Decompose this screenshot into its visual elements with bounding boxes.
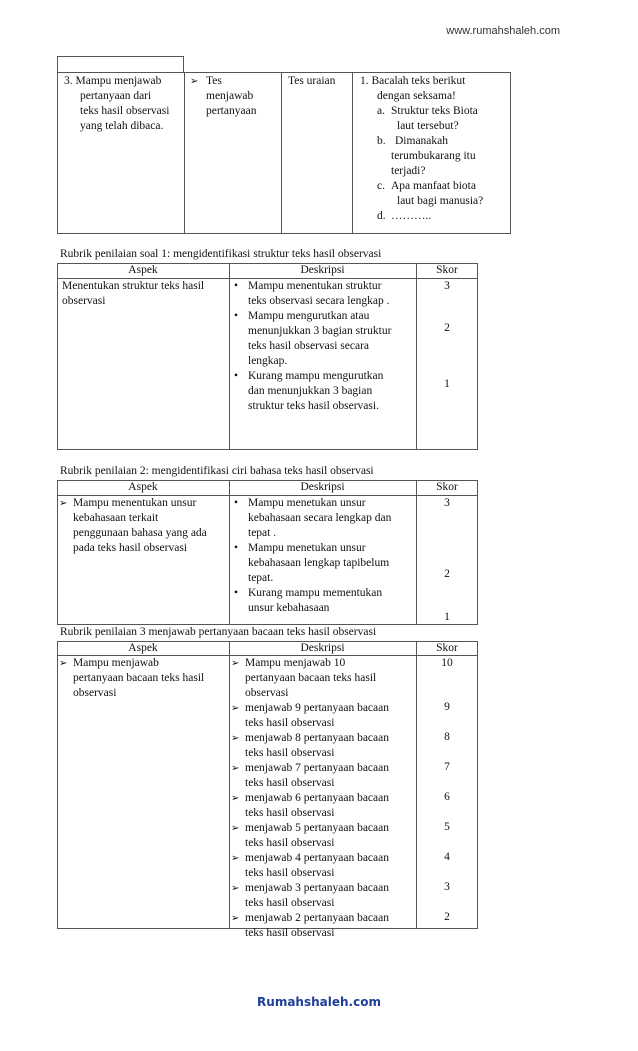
list-item: • Mampu menentukan struktur teks observasi secara lengkap . [232,279,414,309]
header-url: www.rumahshaleh.com [446,25,560,37]
rubric1-caption: Rubrik penilaian soal 1: mengidentifikasi struktur teks hasil observasi [60,248,382,260]
aspek-line: Menentukan struktur teks hasil [62,280,205,292]
sub-item-line: Dimanakah [395,135,449,147]
sub-item [360,179,510,209]
sub-item-label: c. [377,180,385,192]
sub-item-line: laut bagi manusia? [397,195,484,207]
rubric1-score: 1 [444,378,450,390]
indicator-line: 3. Mampu menjawab [64,75,162,87]
technique-cell [190,74,280,119]
sub-item [360,209,510,224]
rubric1-score: 3 [444,280,450,292]
list-item: ➢ Mampu menjawab pertanyaan bacaan teks hasil observasi [59,656,227,701]
rubric2-aspek [59,496,227,556]
rubric1-header-aspek: Aspek [128,264,158,276]
indicator-line: teks hasil observasi [80,105,170,117]
list-item: • Kurang mampu mementukan unsur kebahasaan [232,586,414,616]
rubric2-deskripsi [232,496,414,616]
rubric3-header-deskripsi: Deskripsi [300,642,345,654]
rubric2-header-aspek: Aspek [128,481,158,493]
rubric3-header-skor: Skor [436,642,458,654]
rubric3-score: 8 [444,731,450,743]
list-item: ➢ Mampu menentukan unsur kebahasaan terkait penggunaan bahasa yang ada pada teks hasil observasi [59,496,227,556]
item-line: dengan seksama! [377,90,456,102]
rubric3-score: 10 [441,657,453,669]
list-item: • Mampu menetukan unsur kebahasaan lengkap tapibelum tepat. [232,541,414,586]
rubric3-score: 4 [444,851,450,863]
rubric3-score: 9 [444,701,450,713]
technique-line: menjawab [206,90,254,102]
indicator-line: pertanyaan dari [80,90,152,102]
footer-link[interactable]: Rumahshaleh.com [257,995,381,1009]
sub-item-line: Struktur teks Biota [391,105,478,117]
rubric2-header-skor: Skor [436,481,458,493]
rubric3-score: 7 [444,761,450,773]
sub-item [360,104,510,134]
rubric2-score: 3 [444,497,450,509]
sub-item-line: Apa manfaat biota [391,180,476,192]
rubric3-deskripsi [231,656,415,941]
list-item: ➢ menjawab 3 pertanyaan bacaan teks hasil observasi [231,881,415,911]
indicator-line: yang telah dibaca. [80,120,164,132]
list-item: ➢ menjawab 7 pertanyaan bacaan teks hasil observasi [231,761,415,791]
sub-item-label: b. [377,135,386,147]
list-item: ➢ menjawab 9 pertanyaan bacaan teks hasil observasi [231,701,415,731]
rubric1-aspek [62,279,228,309]
list-item: ➢ menjawab 8 pertanyaan bacaan teks hasil observasi [231,731,415,761]
technique-item [190,74,280,119]
rubric2-score: 1 [444,611,450,623]
list-item: ➢ menjawab 5 pertanyaan bacaan teks hasil observasi [231,821,415,851]
list-item: • Mampu mengurutkan atau menunjukkan 3 bagian struktur teks hasil observasi secara lengkap. [232,309,414,369]
sub-item-line: ……….. [391,210,432,222]
sub-item-line: terjadi? [391,165,426,177]
sub-item-line: terumbukarang itu [391,150,476,162]
rubric2-header-deskripsi: Deskripsi [300,481,345,493]
rubric1-header-deskripsi: Deskripsi [300,264,345,276]
technique-line: pertanyaan [206,105,257,117]
item-line: 1. Bacalah teks berikut [360,75,466,87]
sub-item [360,134,510,179]
sub-item-line: laut tersebut? [397,120,459,132]
rubric1-header-skor: Skor [436,264,458,276]
rubric1-score: 2 [444,322,450,334]
sub-item-label: d. [377,210,386,222]
list-item: ➢ menjawab 6 pertanyaan bacaan teks hasil observasi [231,791,415,821]
aspek-line: observasi [62,295,106,307]
rubric3-score: 2 [444,911,450,923]
list-item: • Mampu menetukan unsur kebahasaan secara lengkap dan tepat . [232,496,414,541]
list-item: ➢ Mampu menjawab 10 pertanyaan bacaan teks hasil observasi [231,656,415,701]
rubric3-score: 6 [444,791,450,803]
rubric2-caption: Rubrik penilaian 2: mengidentifikasi ciri bahasa teks hasil observasi [60,465,374,477]
rubric1-deskripsi [232,279,414,414]
rubric3-caption: Rubrik penilaian 3 menjawab pertanyaan bacaan teks hasil observasi [60,626,377,638]
rubric3-score: 3 [444,881,450,893]
indicator-cell [64,74,182,134]
rubric3-score: 5 [444,821,450,833]
rubric2-score: 2 [444,568,450,580]
rubric3-aspek [59,656,227,701]
sub-item-label: a. [377,105,385,117]
list-item: ➢ menjawab 2 pertanyaan bacaan teks hasil observasi [231,911,415,941]
form-cell [288,74,350,89]
list-item: ➢ menjawab 4 pertanyaan bacaan teks hasil observasi [231,851,415,881]
form-text: Tes uraian [288,75,336,87]
technique-line: ➢ Tes [206,75,222,87]
list-item: • Kurang mampu mengurutkan dan menunjukkan 3 bagian struktur teks hasil observasi. [232,369,414,414]
item-cell [360,74,510,224]
rubric3-header-aspek: Aspek [128,642,158,654]
